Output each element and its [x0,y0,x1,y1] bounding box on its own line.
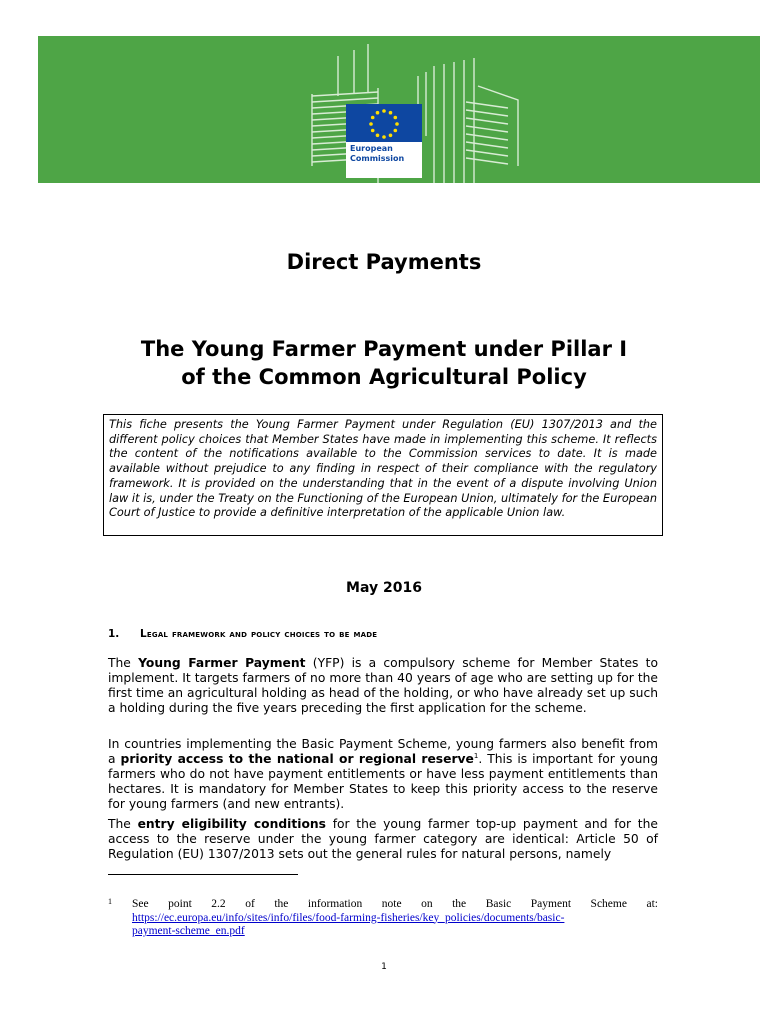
eu-flag-icon [346,104,422,142]
p1-bold: Young Farmer Payment [138,656,306,670]
footnote-number: 1 [108,897,112,906]
european-commission-logo [346,104,422,178]
p3-bold: entry eligibility conditions [137,817,326,831]
section-title: Legal framework and policy choices to be made [140,628,378,640]
subtitle-line-2: of the Common Agricultural Policy [181,365,587,389]
document-subtitle [60,335,708,391]
logo-line-2: Commission [350,154,405,163]
paragraph-2 [108,737,658,812]
footnote-reference[interactable]: 1 [473,751,479,760]
footnote-link-part-1[interactable]: https://ec.europa.eu/info/sites/info/files/food-farming-fisheries/key_policies/documents/basic- [132,911,565,924]
publication-date: May 2016 [346,580,422,596]
footnote-text: See point 2.2 of the information note on the Basic Payment Scheme at: [132,898,658,910]
logo-line-1: European [350,144,393,153]
logo-text [350,144,404,164]
page-number: 1 [381,962,387,972]
document-title: Direct Payments [286,250,482,274]
footnote [108,898,658,939]
section-number: 1. [108,628,120,640]
footnote-separator [108,874,298,875]
p2-text-after: . This is important for young farmers who do not have payment entitlements or have less payment entitlements than hectares. It is mandatory for Member States to keep this priority access to the reserve for young farmers (and new entrants). [108,752,658,811]
footnote-link-part-2[interactable]: payment-scheme_en.pdf [132,925,245,937]
p2-text-before: In countries implementing the Basic Payment Scheme, young farmers also benefit from a [108,737,658,766]
subtitle-line-1: The Young Farmer Payment under Pillar I [140,337,628,361]
p3-text-before: The [108,817,138,831]
p1-text-after: (YFP) is a compulsory scheme for Member States to implement. It targets farmers of no more than 40 years of age who are setting up for the first time an agricultural holding as head of the holding, or who have already set up such a holding during the five years preceding the first application for the scheme. [108,656,658,715]
p3-text-after: for the young farmer top-up payment and for the access to the reserve under the young farmer category are identical: Article 50 of Regulation (EU) 1307/2013 sets out the general rules for natural persons, namely [108,817,658,861]
section-heading [108,628,377,640]
paragraph-1 [108,656,658,716]
disclaimer-box: This fiche presents the Young Farmer Payment under Regulation (EU) 1307/2013 and the different policy choices that Member States have made in implementing this scheme. It reflects the content of the notifications available to the Commission services to date. It is made available without prejudice to any finding in respect of their compliance with the regulatory framework. It is provided on the understanding that in the event of a dispute involving Union law it is, under the Treaty on the Functioning of the European Union, ultimately for the European Court of Justice to provide a definitive interpretation of the applicable Union law. [103,414,663,536]
p2-bold: priority access to the national or regional reserve [120,752,474,766]
p1-text-before: The [108,656,139,670]
eu-stars-icon [346,104,422,142]
paragraph-3 [108,817,658,862]
